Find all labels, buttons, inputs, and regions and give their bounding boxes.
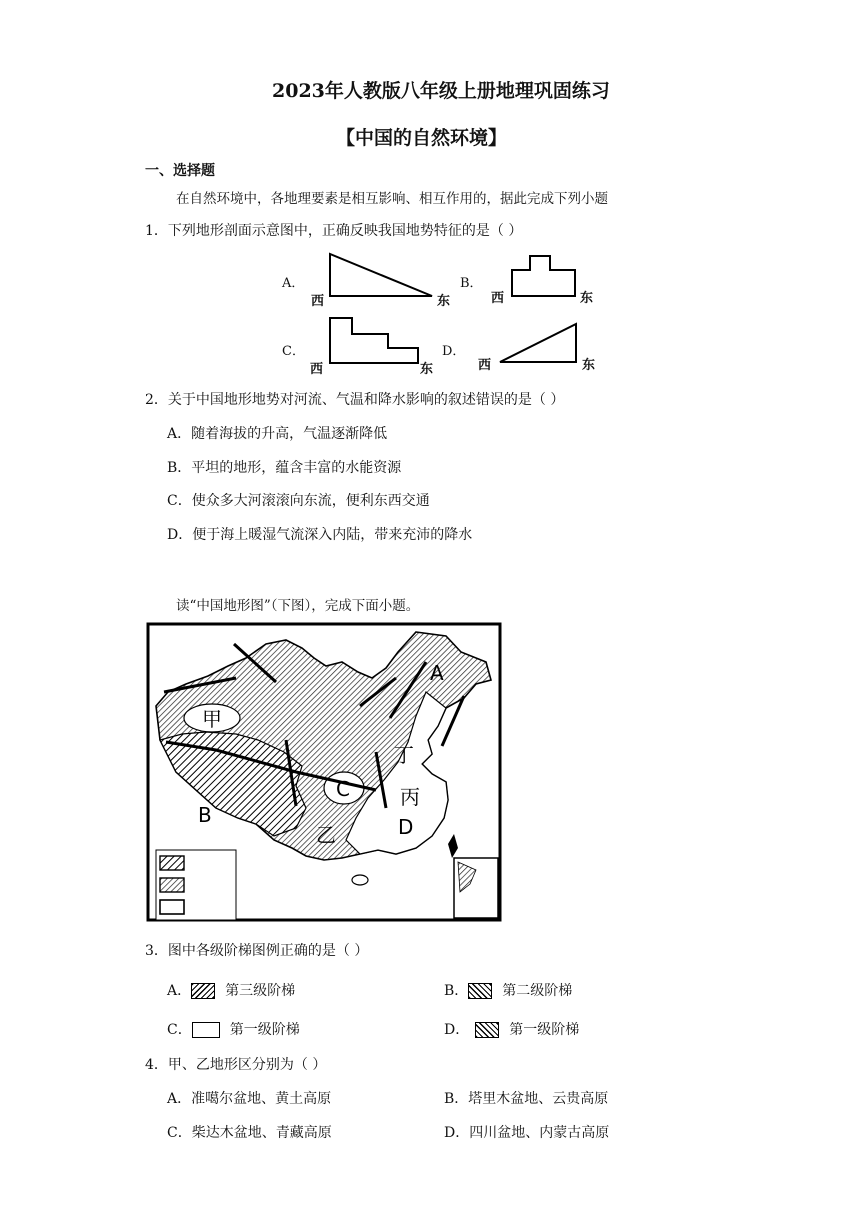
question-3-stem: 3．图中各级阶梯图例正确的是（ ） — [145, 943, 369, 959]
profile-c — [330, 318, 418, 363]
q3-option-b-text: 第二级阶梯 — [502, 983, 573, 999]
legend-swatch-1 — [160, 856, 184, 870]
section-heading: 一、选择题 — [145, 163, 215, 179]
q4-option-c[interactable]: C．柴达木盆地、青藏高原 — [167, 1125, 332, 1141]
map-intro-text: 读“中国地形图”（下图），完成下面小题。 — [176, 598, 420, 614]
q2-option-a[interactable]: A．随着海拔的升高，气温逐渐降低 — [167, 426, 388, 442]
map-label-d: D — [398, 815, 414, 839]
hatch-swatch-icon — [475, 1022, 499, 1038]
question-1-stem: 1．下列地形剖面示意图中，正确反映我国地势特征的是（ ） — [145, 223, 523, 239]
china-terrain-map — [146, 622, 502, 922]
page-title: 2023年人教版八年级上册地理巩固练习 — [272, 80, 610, 102]
profile-b — [512, 256, 575, 296]
profile-c-west: 西 — [310, 362, 324, 377]
map-label-ding: 丁 — [394, 743, 414, 767]
intro-text: 在自然环境中，各地理要素是相互影响、相互作用的，据此完成下列小题 — [176, 191, 608, 207]
legend-swatch-2 — [160, 878, 184, 892]
legend-swatch-3 — [160, 900, 184, 914]
page-subtitle: 【中国的自然环境】 — [336, 127, 508, 149]
q1-option-b-label: B． — [460, 276, 483, 291]
q2-option-c[interactable]: C．使众多大河滚滚向东流，便利东西交通 — [167, 493, 430, 509]
q3-option-c[interactable] — [167, 1019, 300, 1039]
q4-option-d[interactable]: D．四川盆地、内蒙古高原 — [444, 1125, 610, 1141]
q1-option-a-label: A． — [282, 276, 305, 291]
profile-a-east: 东 — [437, 294, 451, 309]
q1-profile-diagrams — [300, 248, 620, 373]
question-4-stem: 4．甲、乙地形区分别为（ ） — [145, 1057, 327, 1073]
map-label-b: B — [198, 803, 212, 827]
profile-c-east: 东 — [420, 362, 434, 377]
blank-swatch-icon — [192, 1022, 220, 1038]
map-label-bing: 丙 — [400, 785, 420, 809]
map-label-c: C — [336, 777, 350, 801]
q3-option-d-letter: D． — [444, 1022, 470, 1038]
q3-option-a-letter: A． — [167, 983, 192, 999]
hatch-swatch-icon — [468, 983, 492, 999]
q2-option-d[interactable]: D．便于海上暖湿气流深入内陆，带来充沛的降水 — [167, 527, 473, 543]
profile-a-west: 西 — [311, 294, 325, 309]
q3-option-d[interactable] — [444, 1019, 579, 1039]
map-label-yi: 乙 — [316, 823, 336, 847]
q3-option-a[interactable] — [167, 980, 295, 1000]
profile-d-west: 西 — [478, 358, 492, 373]
q3-option-c-text: 第一级阶梯 — [229, 1022, 300, 1038]
question-2-stem: 2．关于中国地形地势对河流、气温和降水影响的叙述错误的是（ ） — [145, 392, 565, 408]
profile-b-east: 东 — [580, 291, 594, 306]
profile-a — [330, 254, 432, 296]
profile-d-east: 东 — [582, 358, 596, 373]
q3-option-b-letter: B． — [444, 983, 469, 999]
q3-option-b[interactable] — [444, 980, 572, 1000]
q1-option-d-label: D． — [442, 344, 466, 359]
q3-option-a-text: 第三级阶梯 — [225, 983, 296, 999]
profile-b-west: 西 — [491, 291, 505, 306]
hainan-island — [352, 875, 368, 885]
q1-option-c-label: C． — [282, 344, 305, 359]
profile-d — [500, 324, 576, 362]
q2-option-b[interactable]: B．平坦的地形，蕴含丰富的水能资源 — [167, 460, 402, 476]
q3-option-d-text: 第一级阶梯 — [509, 1022, 580, 1038]
q3-option-c-letter: C． — [167, 1022, 192, 1038]
map-label-jia: 甲 — [202, 707, 222, 731]
map-label-a: A — [430, 661, 444, 685]
q4-option-a[interactable]: A．准噶尔盆地、黄土高原 — [167, 1091, 332, 1107]
hatch-swatch-icon — [191, 983, 215, 999]
q4-option-b[interactable]: B．塔里木盆地、云贵高原 — [444, 1091, 609, 1107]
